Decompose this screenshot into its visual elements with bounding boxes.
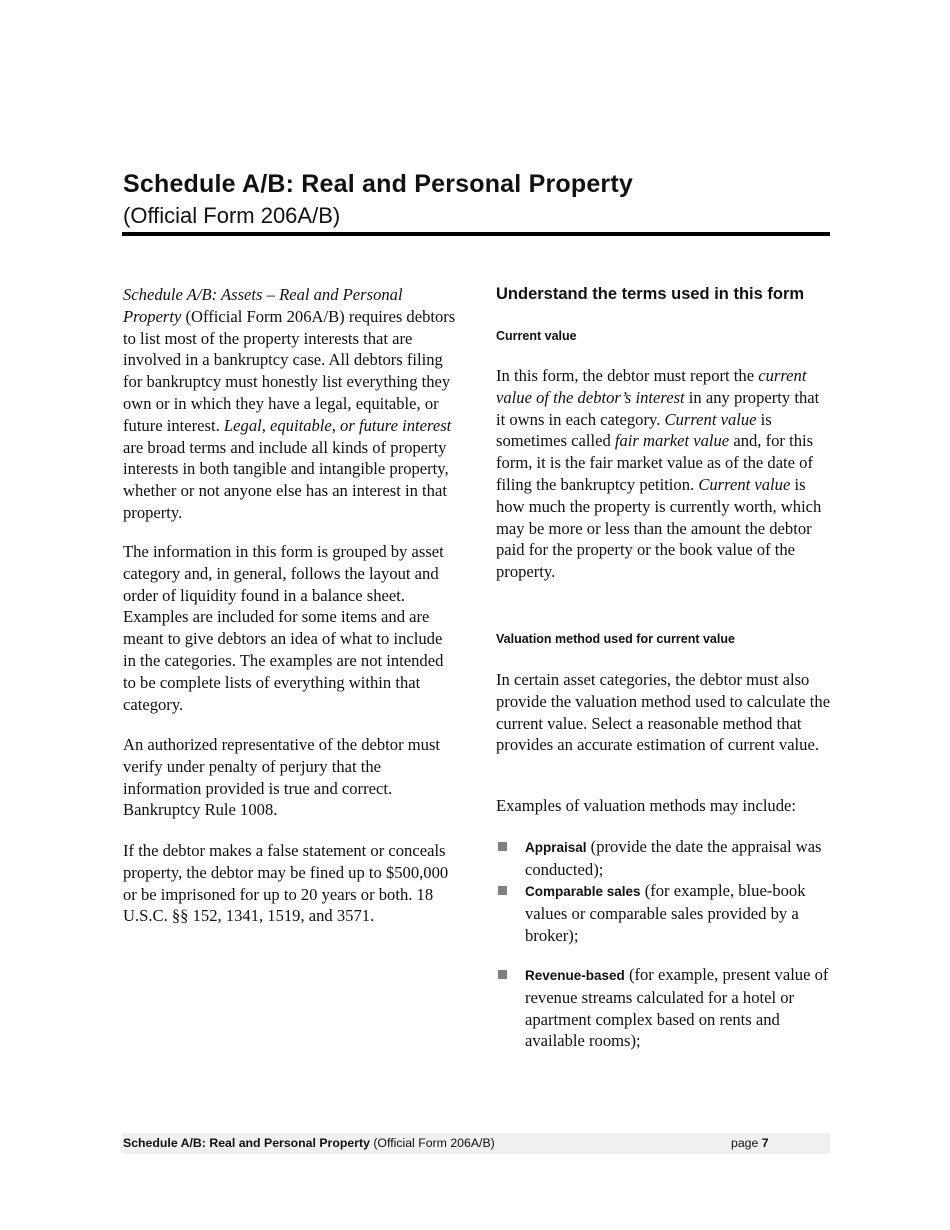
term: fair market value — [614, 431, 730, 451]
title-rule — [122, 232, 830, 236]
page-subtitle: (Official Form 206A/B) — [123, 203, 341, 228]
page-footer — [122, 1133, 830, 1154]
list-item — [496, 964, 832, 1052]
form-name: Schedule A/B: Assets – Real and Personal Property — [123, 285, 403, 326]
bullet-square-icon — [498, 842, 507, 851]
grouping-paragraph: The information in this form is grouped by asset category and, in general, follows the layout and order of liquidity found in a balance sheet. Examples are included for some items and are meant to give debtors an idea of what to include in the categories. The examples are not intended to be complete lists of everything within that category. — [123, 542, 444, 714]
footer-title: Schedule A/B: Real and Personal Property — [123, 1136, 370, 1150]
list-item — [496, 836, 832, 881]
list-item — [496, 880, 832, 946]
page-label: page — [731, 1136, 762, 1150]
page-number: 7 — [761, 1136, 769, 1150]
verification-paragraph: An authorized representative of the debtor must verify under penalty of perjury that the information provided is true and correct. Bankruptcy Rule 1008. — [123, 735, 441, 820]
term: current value of the debtor’s interest — [496, 366, 807, 407]
valuation-heading: Valuation method used for current value — [496, 632, 735, 646]
bullet-text: (for example, present value of revenue streams calculated for a hotel or apartment complex based on rents and available rooms); — [525, 965, 829, 1051]
bullet-term: Appraisal — [525, 840, 587, 855]
bullet-term: Revenue-based — [525, 968, 625, 983]
text: is sometimes called — [496, 409, 772, 451]
penalty-paragraph: If the debtor makes a false statement or conceals property, the debtor may be fined up to $500,000 or be imprisoned for up to 20 years or both. 18 U.S.C. §§ 152, 1341, 1519, and 3571. — [123, 841, 449, 926]
intro-paragraph — [123, 284, 459, 524]
footer-form: (Official Form 206A/B) — [369, 1136, 495, 1150]
term: Current value — [698, 474, 791, 494]
term: Legal, equitable, or future interest — [223, 415, 452, 435]
terms-heading: Understand the terms used in this form — [496, 285, 805, 303]
current-value-heading: Current value — [496, 329, 577, 343]
text: and, for this form, it is the fair market value as of the date of filing the bankruptcy petition. — [496, 431, 814, 494]
bullet-text: (for example, blue-book values or comparable sales provided by a broker); — [525, 881, 806, 945]
text: in any property that it owns in each category. — [496, 387, 820, 429]
current-value-paragraph — [496, 365, 832, 583]
bullet-square-icon — [498, 970, 507, 979]
bullet-square-icon — [498, 886, 507, 895]
valuation-paragraph: In certain asset categories, the debtor must also provide the valuation method used to calculate the current value. Select a reasonable method that provides an accurate estimation of current value. — [496, 670, 831, 755]
bullet-text: (provide the date the appraisal was conducted); — [525, 837, 822, 879]
text: is how much the property is currently worth, which may be more or less than the amount the debtor paid for the property or the book value of the property. — [496, 474, 822, 582]
text: (Official Form 206A/B) requires debtors to list most of the property interests that are involved in a bankruptcy case. All debtors filing for bankruptcy must honestly list everything they own or in which they have a legal, equitable, or future interest. — [123, 306, 456, 435]
page-title: Schedule A/B: Real and Personal Property — [123, 170, 633, 198]
text: are broad terms and include all kinds of property interests in both tangible and intangible property, whether or not anyone else has an interest in that property. — [123, 437, 449, 522]
term: Current value — [664, 409, 757, 429]
text: In this form, the debtor must report the — [496, 366, 759, 385]
bullet-term: Comparable sales — [525, 884, 641, 899]
examples-intro: Examples of valuation methods may include: — [496, 796, 797, 815]
